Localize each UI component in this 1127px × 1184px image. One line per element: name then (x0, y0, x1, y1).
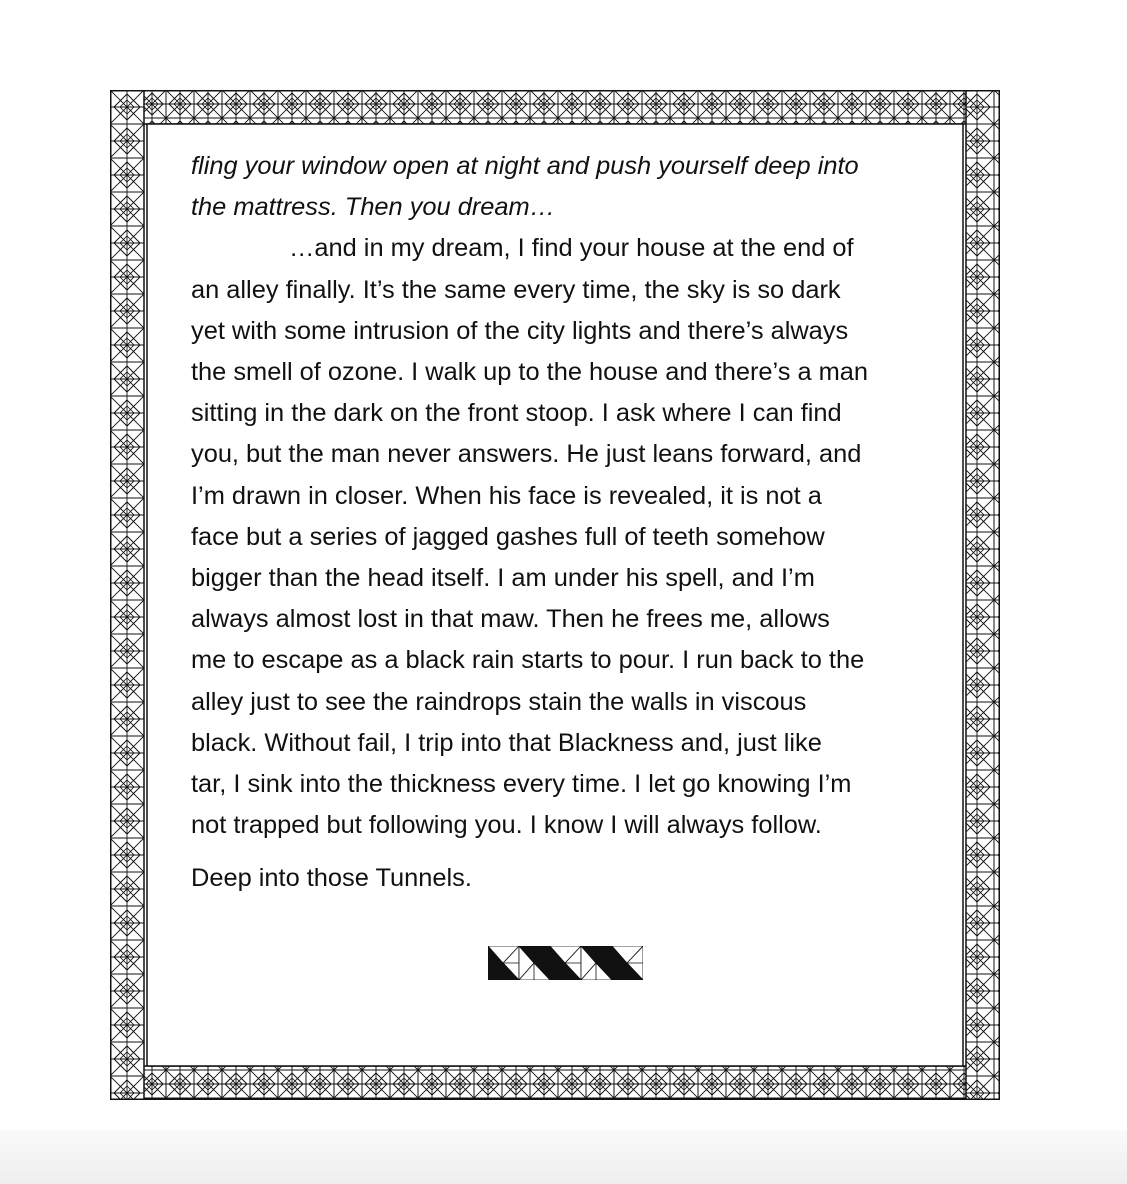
body-line: black. Without fail, I trip into that Blackness and, just like (191, 728, 822, 757)
italic-passage (191, 146, 951, 228)
body-line: always almost lost in that maw. Then he frees me, allows (191, 605, 830, 634)
body-line: an alley finally. It’s the same every time, the sky is so dark (191, 275, 841, 304)
italic-line: the mattress. Then you dream… (191, 193, 556, 222)
body-line: tar, I sink into the thickness every time. I let go knowing I’m (191, 770, 852, 799)
body-line: face but a series of jagged gashes full of teeth somehow (191, 522, 825, 551)
body-line: the smell of ozone. I walk up to the house and there’s a man (191, 358, 869, 387)
body-line: …and in my dream, I find your house at the end of (289, 234, 854, 263)
body-line: bigger than the head itself. I am under his spell, and I’m (191, 564, 815, 593)
body-line: alley just to see the raindrops stain the walls in viscous (191, 687, 807, 716)
story-text (191, 146, 951, 900)
body-line: you, but the man never answers. He just leans forward, and (191, 440, 862, 469)
body-line: sitting in the dark on the front stoop. I ask where I can find (191, 399, 842, 428)
body-line: yet with some intrusion of the city lights and there’s always (191, 316, 849, 345)
pinwheel-ornament-icon (488, 946, 643, 980)
body-line: I’m drawn in closer. When his face is revealed, it is not a (191, 481, 822, 510)
viewer-bottom-edge (0, 1130, 1127, 1184)
body-line: not trapped but following you. I know I will always follow. (191, 811, 822, 840)
closing-line: Deep into those Tunnels. (191, 864, 472, 893)
body-paragraph (191, 228, 951, 846)
body-line: me to escape as a black rain starts to pour. I run back to the (191, 646, 865, 675)
italic-line: fling your window open at night and push yourself deep into (191, 152, 859, 180)
